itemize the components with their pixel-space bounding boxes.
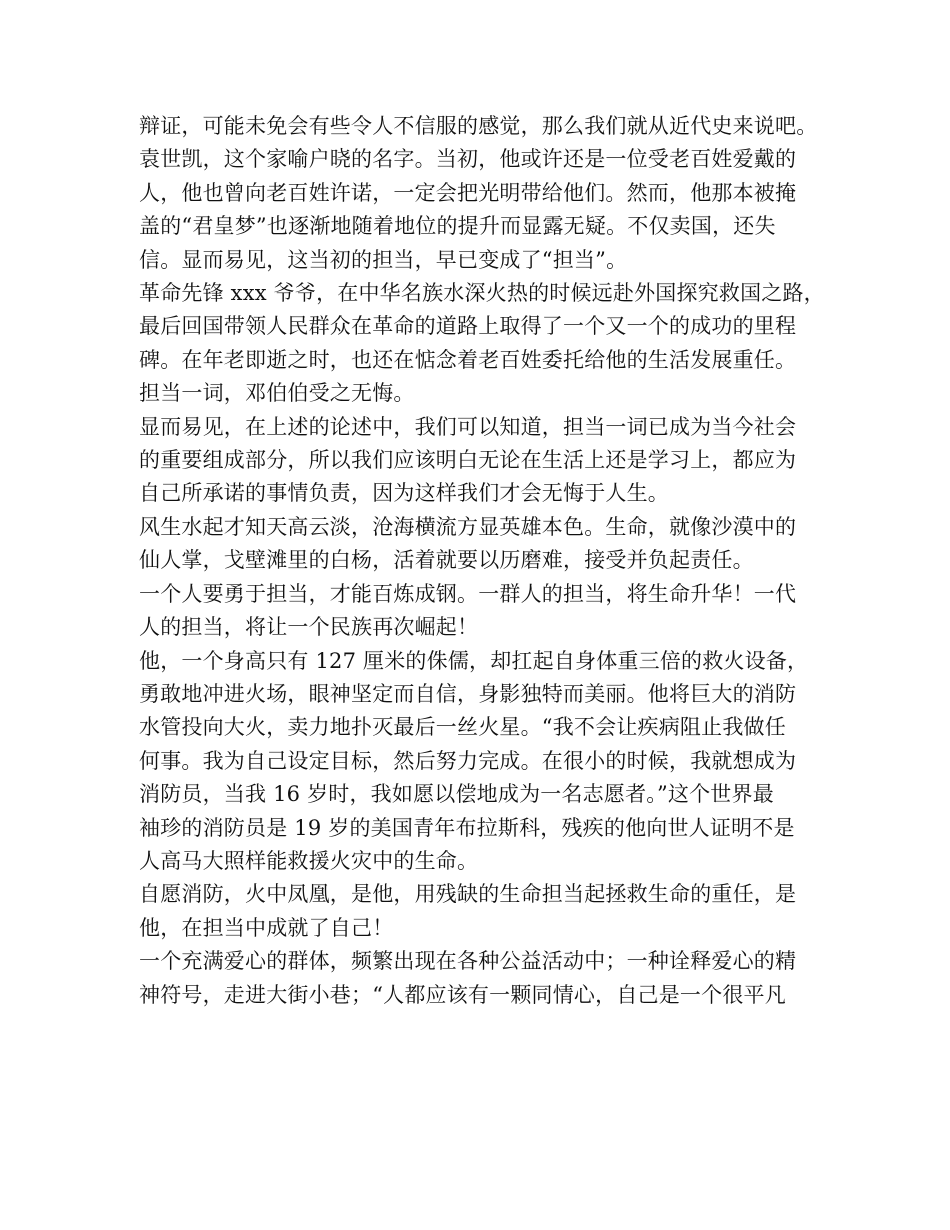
text-line: 信。显而易见，这当初的担当，早已变成了“担当”。 bbox=[139, 247, 628, 272]
body-text bbox=[139, 110, 825, 1012]
text-line: 他，一个身高只有 127 厘米的侏儒，却扛起自身体重三倍的救火设备， bbox=[139, 648, 809, 673]
text-line: 革命先锋 xxx 爷爷，在中华名族水深火热的时候远赴外国探究救国之路， bbox=[139, 281, 825, 306]
text-line: 他，在担当中成就了自己！ bbox=[139, 915, 394, 940]
text-line: 袖珍的消防员是 19 岁的美国青年布拉斯科，残疾的他向世人证明不是 bbox=[139, 815, 795, 840]
text-line: 人的担当，将让一个民族再次崛起！ bbox=[139, 615, 479, 640]
text-line: 勇敢地冲进火场，眼神坚定而自信，身影独特而美丽。他将巨大的消防 bbox=[139, 681, 797, 706]
text-line: 自愿消防，火中凤凰，是他，用残缺的生命担当起拯救生命的重任，是 bbox=[139, 882, 797, 907]
text-line: 盖的“君皇梦”也逐渐地随着地位的提升而显露无疑。不仅卖国，还失 bbox=[139, 214, 776, 239]
text-line: 人，他也曾向老百姓许诺，一定会把光明带给他们。然而，他那本被掩 bbox=[139, 180, 797, 205]
text-line: 辩证，可能未免会有些令人不信服的感觉，那么我们就从近代史来说吧。 bbox=[139, 114, 818, 138]
text-line: 最后回国带领人民群众在革命的道路上取得了一个又一个的成功的里程 bbox=[139, 314, 797, 339]
text-line: 神符号，走进大街小巷；“人都应该有一颗同情心，自己是一个很平凡 bbox=[139, 982, 786, 1007]
text-line: 消防员，当我 16 岁时，我如愿以偿地成为一名志愿者。”这个世界最 bbox=[139, 782, 774, 807]
text-line: 担当一词，邓伯伯受之无悔。 bbox=[139, 381, 415, 406]
text-line: 碑。在年老即逝之时，也还在惦念着老百姓委托给他的生活发展重任。 bbox=[139, 347, 797, 372]
text-line: 人高马大照样能救援火灾中的生命。 bbox=[139, 848, 479, 873]
text-line: 的重要组成部分，所以我们应该明白无论在生活上还是学习上，都应为 bbox=[139, 448, 797, 473]
text-line: 何事。我为自己设定目标，然后努力完成。在很小的时候，我就想成为 bbox=[139, 748, 797, 773]
text-line: 自己所承诺的事情负责，因为这样我们才会无悔于人生。 bbox=[139, 481, 669, 506]
text-line: 水管投向大火，卖力地扑灭最后一丝火星。“我不会让疾病阻止我做任 bbox=[139, 715, 786, 740]
text-line: 风生水起才知天高云淡，沧海横流方显英雄本色。生命，就像沙漠中的 bbox=[139, 514, 797, 539]
text-line: 袁世凯，这个家喻户晓的名字。当初，他或许还是一位受老百姓爱戴的 bbox=[139, 147, 797, 172]
text-line: 仙人掌，戈壁滩里的白杨，活着就要以历磨难，接受并负起责任。 bbox=[139, 548, 754, 573]
text-line: 显而易见，在上述的论述中，我们可以知道，担当一词已成为当今社会 bbox=[139, 414, 797, 439]
text-line: 一个充满爱心的群体，频繁出现在各种公益活动中；一种诠释爱心的精 bbox=[139, 949, 797, 974]
text-line: 一个人要勇于担当，才能百炼成钢。一群人的担当，将生命升华！一代 bbox=[139, 581, 797, 606]
